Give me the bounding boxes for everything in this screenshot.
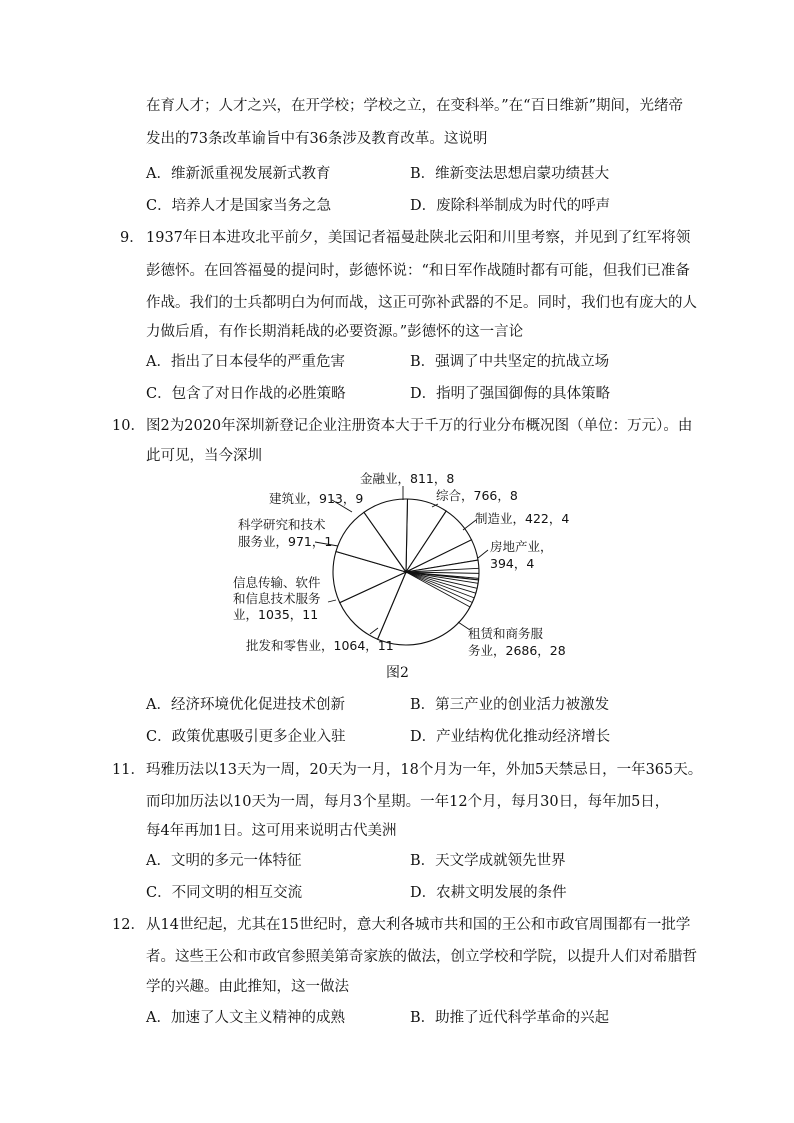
q10-option-a: A．经济环境优化促进技术创新	[146, 697, 345, 713]
q9-option-c: C．包含了对日作战的必胜策略	[146, 386, 346, 402]
leader-info	[328, 600, 336, 602]
q11-line-1: 玛雅历法以13天为一周，20天为一月，18个月为一年，外加5天禁忌日，一年365天。	[146, 762, 703, 778]
leader-realestate	[478, 550, 488, 558]
label-info-1: 信息传输、软件	[233, 575, 321, 590]
q10-line-1: 图2为2020年深圳新登记企业注册资本大于千万的行业分布概况图（单位：万元）。由	[146, 418, 693, 434]
q12-line-2: 者。这些王公和市政官参照美第奇家族的做法，创立学校和学院，以提升人们对希腊哲	[146, 949, 697, 965]
q8-option-b: B．维新变法思想启蒙功绩甚大	[410, 166, 610, 182]
q8-line-2: 发出的73条改革谕旨中有36条涉及教育改革。这说明	[146, 131, 488, 147]
q9-option-b: B．强调了中共坚定的抗战立场	[410, 354, 610, 370]
label-realestate-1: 房地产业，	[490, 539, 553, 554]
q9-option-a: A．指出了日本侵华的严重危害	[146, 354, 345, 370]
label-leasing-2: 务业，2686，28	[468, 643, 566, 658]
q12-line-3: 学的兴趣。由此推知，这一做法	[146, 979, 349, 995]
q10-option-b: B．第三产业的创业活力被激发	[410, 697, 610, 713]
q9-line-1: 1937年日本进攻北平前夕，美国记者福曼赴陕北云阳和川里考察，并见到了红军将领	[146, 230, 691, 246]
q10-option-c: C．政策优惠吸引更多企业入驻	[146, 729, 346, 745]
q9-option-d: D．指明了强国御侮的具体策略	[410, 386, 611, 402]
label-info-3: 业，1035，11	[233, 607, 319, 622]
label-construction: 建筑业，913，9	[269, 491, 364, 506]
q11-option-b: B．天文学成就领先世界	[410, 853, 566, 869]
q8-option-c: C．培养人才是国家当务之急	[146, 198, 332, 214]
q10-number: 10．	[112, 418, 145, 434]
q11-option-d: D．农耕文明发展的条件	[410, 885, 567, 901]
q8-option-a: A．维新派重视发展新式教育	[146, 166, 331, 182]
label-wholesale: 批发和零售业，1064，11	[246, 638, 394, 653]
label-science-1: 科学研究和技术	[238, 517, 326, 532]
q9-line-2: 彭德怀。在回答福曼的提问时，彭德怀说：“和日军作战随时都有可能，但我们已准备	[146, 263, 690, 279]
q8-line-1: 在育人才；人才之兴，在开学校；学校之立，在变科举。”在“百日维新”期间，光绪帝	[146, 98, 683, 114]
q8-option-d: D．废除科举制成为时代的呼声	[410, 198, 611, 214]
q9-number: 9．	[120, 230, 144, 246]
figure-caption: 图2	[386, 665, 409, 681]
q11-line-2: 而印加历法以10天为一周，每月3个星期。一年12个月，每月30日，每年加5日，	[146, 794, 670, 810]
label-realestate-2: 394，4	[490, 556, 535, 571]
pie-slices	[333, 499, 479, 645]
q12-number: 12．	[112, 917, 145, 933]
q9-line-4: 力做后盾，有作长期消耗战的必要资源。”彭德怀的这一言论	[146, 324, 524, 340]
q11-line-3: 每4年再加1日。这可用来说明古代美洲	[146, 823, 397, 839]
label-manufacturing: 制造业，422，4	[475, 511, 570, 526]
q11-number: 11．	[112, 762, 145, 778]
q12-option-b: B．助推了近代科学革命的兴起	[410, 1010, 610, 1026]
label-general: 综合，766，8	[436, 488, 518, 503]
label-science-2: 服务业，971，1	[238, 534, 333, 549]
industry-pie-chart	[220, 462, 580, 684]
q11-option-a: A．文明的多元一体特征	[146, 853, 302, 869]
q12-option-a: A．加速了人文主义精神的成熟	[146, 1010, 345, 1026]
label-finance: 金融业，811，8	[360, 471, 455, 486]
q11-option-c: C．不同文明的相互交流	[146, 885, 303, 901]
q9-line-3: 作战。我们的士兵都明白为何而战，这正可弥补武器的不足。同时，我们也有庞大的人	[146, 295, 697, 311]
label-leasing-1: 租赁和商务服	[468, 626, 544, 641]
q10-option-d: D．产业结构优化推动经济增长	[410, 729, 611, 745]
q12-line-1: 从14世纪起，尤其在15世纪时，意大利各城市共和国的王公和市政官周围都有一批学	[146, 917, 691, 933]
label-info-2: 和信息技术服务	[233, 591, 321, 606]
q10-line-2: 此可见，当今深圳	[146, 448, 262, 464]
